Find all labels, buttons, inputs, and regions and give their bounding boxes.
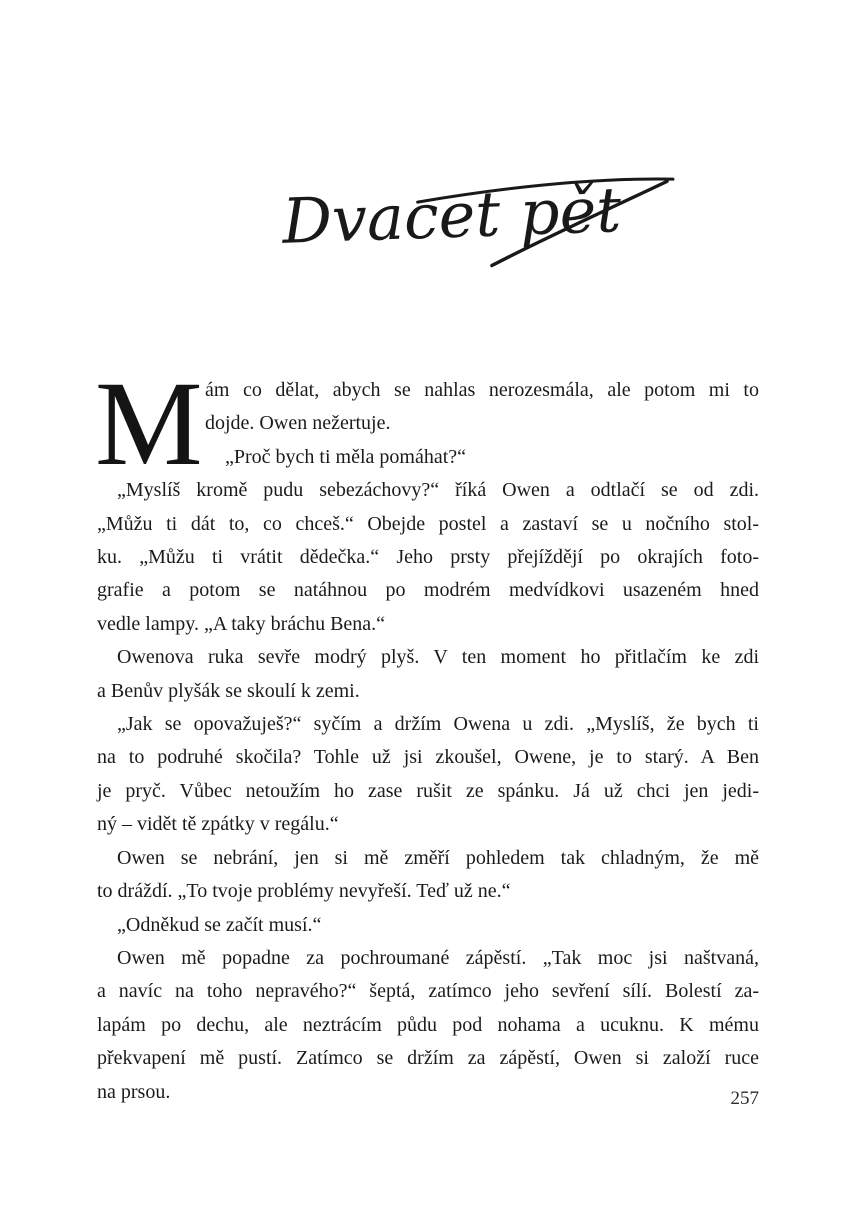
- text-line: grafie a potom se natáhnou po modrém medvídkovi usazeném hned: [97, 579, 759, 602]
- text-line: „Proč bych ti měla pomáhat?“: [225, 445, 467, 468]
- text-line: lapám po dechu, ale neztrácím půdu pod nohama a ucuknu. K mému: [97, 1013, 759, 1036]
- chapter-title-text: Dvacet pět: [280, 173, 623, 258]
- paragraphs-block: [97, 474, 759, 1109]
- text-line: a Benův plyšák se skoulí k zemi.: [97, 679, 360, 702]
- dropcap: [95, 357, 203, 491]
- text-line: na to podruhé skočila? Tohle už jsi zkoušel, Owene, je to starý. A Ben: [97, 746, 759, 769]
- text-line: „Můžu ti dát to, co chceš.“ Obejde postel a zastaví se u nočního stol-: [97, 512, 759, 535]
- text-line: Owenova ruka sevře modrý plyš. V ten moment ho přitlačím ke zdi: [117, 646, 759, 669]
- text-line: na prsou.: [97, 1080, 171, 1103]
- text-line: ku. „Můžu ti vrátit dědečka.“ Jeho prsty přejíždějí po okrajích foto-: [97, 546, 759, 569]
- text-line: „Jak se opovažuješ?“ syčím a držím Owena u zdi. „Myslíš, že bych ti: [117, 713, 759, 736]
- dropcap-letter: M: [95, 357, 203, 491]
- text-line: dojde. Owen nežertuje.: [205, 412, 391, 435]
- chapter-title-script: [268, 142, 688, 282]
- text-line: Owen mě popadne za pochroumané zápěstí. „Tak moc jsi naštvaná,: [117, 946, 759, 969]
- body-text: [95, 357, 759, 1109]
- text-line: překvapení mě pustí. Zatímco se držím za zápěstí, Owen si založí ruce: [97, 1047, 759, 1070]
- page-number: 257: [730, 1088, 759, 1109]
- text-line: a navíc na toho nepravého?“ šeptá, zatímco jeho sevření sílí. Bolestí za-: [97, 980, 759, 1003]
- chapter-heading: [268, 142, 688, 282]
- text-line: Owen se nebrání, jen si mě změří pohledem tak chladným, že mě: [117, 846, 759, 869]
- text-line: „Odněkud se začít musí.“: [117, 913, 322, 936]
- text-line: je pryč. Vůbec netoužím ho zase rušit ze spánku. Já už chci jen jedi-: [97, 779, 759, 802]
- text-line: „Myslíš kromě pudu sebezáchovy?“ říká Owen a odtlačí se od zdi.: [117, 479, 759, 502]
- text-line: ný – vidět tě zpátky v regálu.“: [97, 813, 339, 836]
- text-line: to dráždí. „To tvoje problémy nevyřeší. Teď už ne.“: [97, 880, 511, 903]
- text-line: ám co dělat, abych se nahlas nerozesmála, ale potom mi to: [205, 379, 759, 401]
- text-line: vedle lampy. „A taky bráchu Bena.“: [97, 612, 386, 635]
